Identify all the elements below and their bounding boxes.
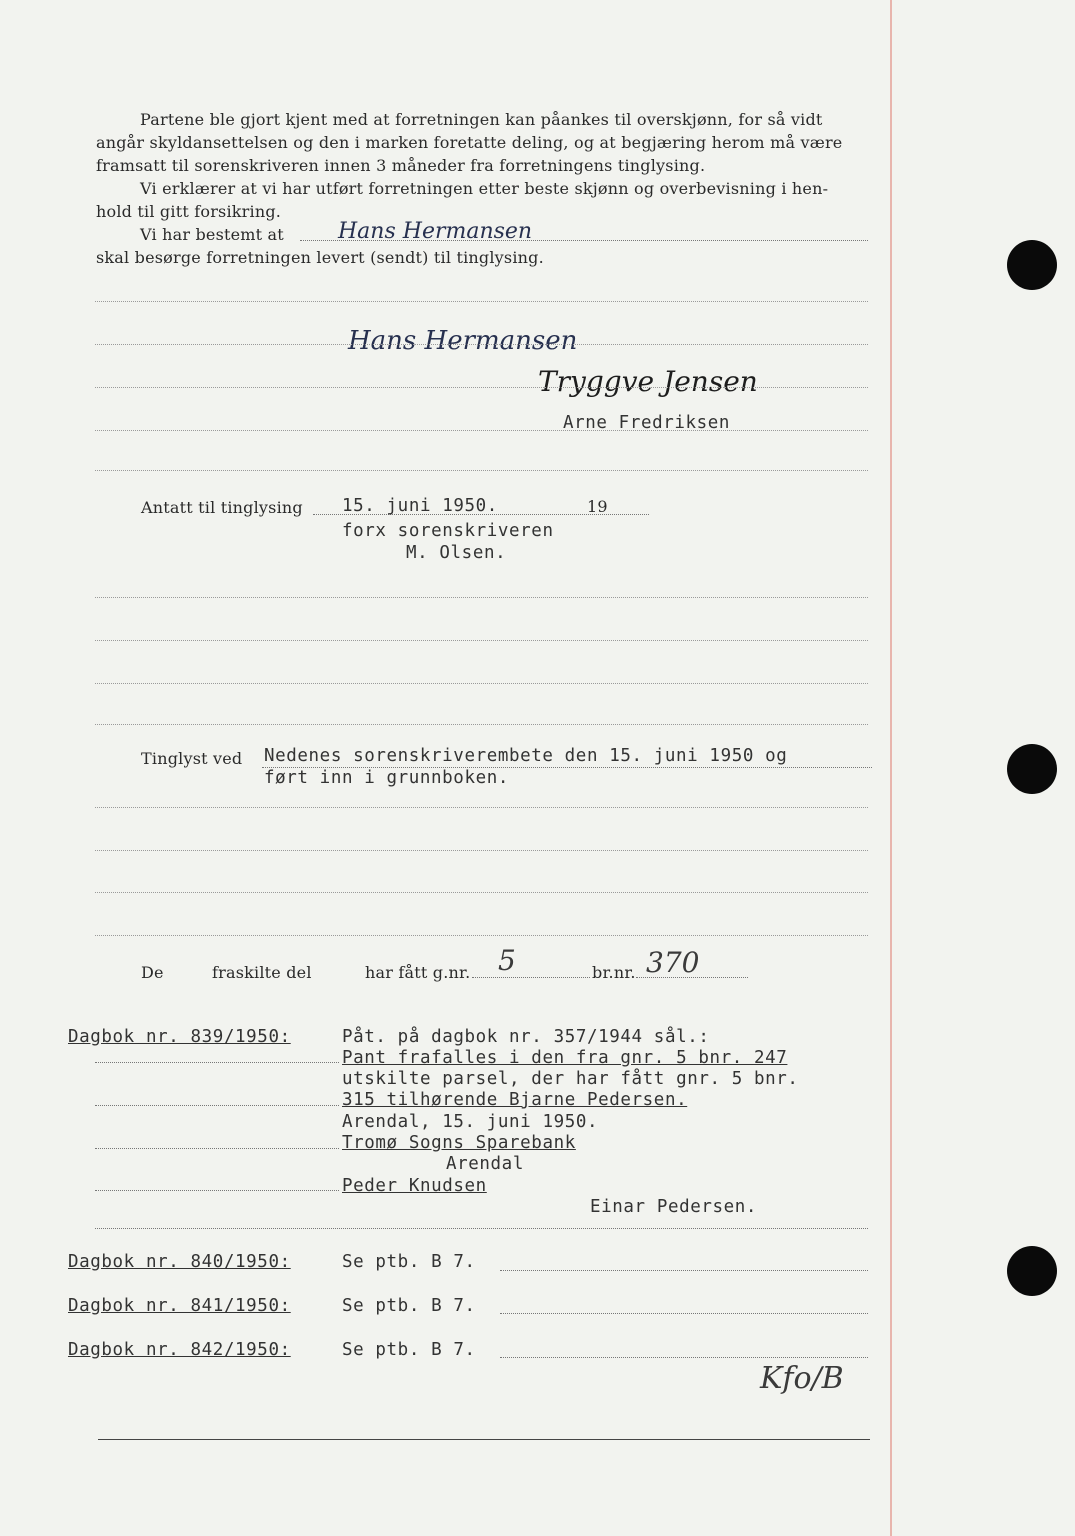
dagbok-line: Påt. på dagbok nr. 357/1944 sål.:	[342, 1027, 710, 1047]
punch-hole	[1007, 240, 1057, 290]
antatt-office: forx sorenskriveren	[342, 521, 554, 541]
signature-handwritten	[330, 210, 550, 250]
intro-line: hold til gitt forsikring.	[96, 202, 282, 221]
dagbok-line: Se ptb. B 7.	[342, 1296, 476, 1316]
typed-signature: Arne Fredriksen	[563, 413, 731, 433]
svg-text:370: 370	[646, 946, 700, 979]
handwritten-brnr	[640, 940, 730, 982]
tinglyst-label: Tinglyst ved	[141, 749, 243, 768]
antatt-label: Antatt til tinglysing	[141, 498, 303, 517]
punch-hole	[1007, 1246, 1057, 1296]
fill-line	[500, 1270, 868, 1271]
dagbok-line: Peder Knudsen	[342, 1176, 487, 1196]
rule-line	[95, 807, 868, 808]
dagbok-line: Einar Pedersen.	[590, 1197, 758, 1217]
rule-line	[95, 850, 868, 851]
tinglyst-text: Nedenes sorenskriverembete den 15. juni 1950 og	[264, 746, 788, 766]
fill-line	[95, 1062, 339, 1063]
dagbok-ref: Dagbok nr. 842/1950:	[68, 1340, 291, 1360]
fill-line	[95, 1105, 339, 1106]
rule-line	[95, 724, 868, 725]
dagbok-ref: Dagbok nr. 839/1950:	[68, 1027, 291, 1047]
fill-line	[95, 1228, 868, 1229]
rule-line	[95, 387, 868, 388]
brnr-label: br.nr.	[592, 963, 636, 982]
dagbok-ref: Dagbok nr. 841/1950:	[68, 1296, 291, 1316]
rule-line	[95, 640, 868, 641]
punch-hole	[1007, 744, 1057, 794]
rule-line	[95, 430, 868, 431]
fraskilt-word: De	[141, 963, 164, 982]
antatt-date: 15. juni 1950.	[342, 496, 498, 516]
intro-line: Partene ble gjort kjent med at forretningen kan påankes til overskjønn, for så vidt	[140, 110, 823, 129]
intro-line: Vi har bestemt at	[140, 225, 284, 244]
svg-text:5: 5	[498, 944, 516, 977]
handwritten-gnr	[492, 938, 532, 980]
fraskilt-word: har fått g.nr.	[365, 963, 471, 982]
dagbok-line: Se ptb. B 7.	[342, 1252, 476, 1272]
rule-line	[95, 470, 868, 471]
antatt-signer: M. Olsen.	[406, 543, 507, 563]
intro-line: framsatt til sorenskriveren innen 3 måneder fra forretningens tinglysing.	[96, 156, 706, 175]
red-margin-line	[890, 0, 892, 1536]
year-prefix: 19	[587, 497, 608, 516]
intro-line: skal besørge forretningen levert (sendt) til tinglysing.	[96, 248, 544, 267]
intro-line: angår skyldansettelsen og den i marken foretatte deling, og at begjæring herom må være	[96, 133, 843, 152]
rule-line	[95, 892, 868, 893]
dagbok-line: 315 tilhørende Bjarne Pedersen.	[342, 1090, 688, 1110]
signature-handwritten	[530, 355, 800, 409]
fraskilt-word: fraskilte del	[212, 963, 312, 982]
dagbok-line: Tromø Sogns Sparebank	[342, 1133, 576, 1153]
dagbok-line: Arendal, 15. juni 1950.	[342, 1112, 599, 1132]
rule-line	[95, 935, 868, 936]
dagbok-line: utskilte parsel, der har fått gnr. 5 bnr.	[342, 1069, 799, 1089]
fill-line	[95, 1190, 339, 1191]
dagbok-line: Pant frafalles i den fra gnr. 5 bnr. 247	[342, 1048, 788, 1068]
rule-line	[95, 301, 868, 302]
rule-line	[95, 597, 868, 598]
dagbok-line: Se ptb. B 7.	[342, 1340, 476, 1360]
fill-line	[95, 1148, 339, 1149]
dagbok-line: Arendal	[446, 1154, 524, 1174]
svg-text:Kfo/B: Kfo/B	[760, 1361, 844, 1396]
intro-line: Vi erklærer at vi har utført forretningen etter beste skjønn og overbevisning i hen-	[140, 179, 829, 198]
bottom-rule	[98, 1439, 870, 1440]
tinglyst-text: ført inn i grunnboken.	[264, 768, 509, 788]
svg-text:Tryggve Jensen: Tryggve Jensen	[538, 365, 758, 398]
svg-text:Hans Hermansen: Hans Hermansen	[338, 219, 533, 244]
fill-line	[500, 1313, 868, 1314]
dagbok-ref: Dagbok nr. 840/1950:	[68, 1252, 291, 1272]
handwritten-initials	[752, 1330, 872, 1420]
rule-line	[95, 344, 868, 345]
rule-line	[95, 683, 868, 684]
svg-text:Hans Hermansen: Hans Hermansen	[348, 326, 578, 356]
